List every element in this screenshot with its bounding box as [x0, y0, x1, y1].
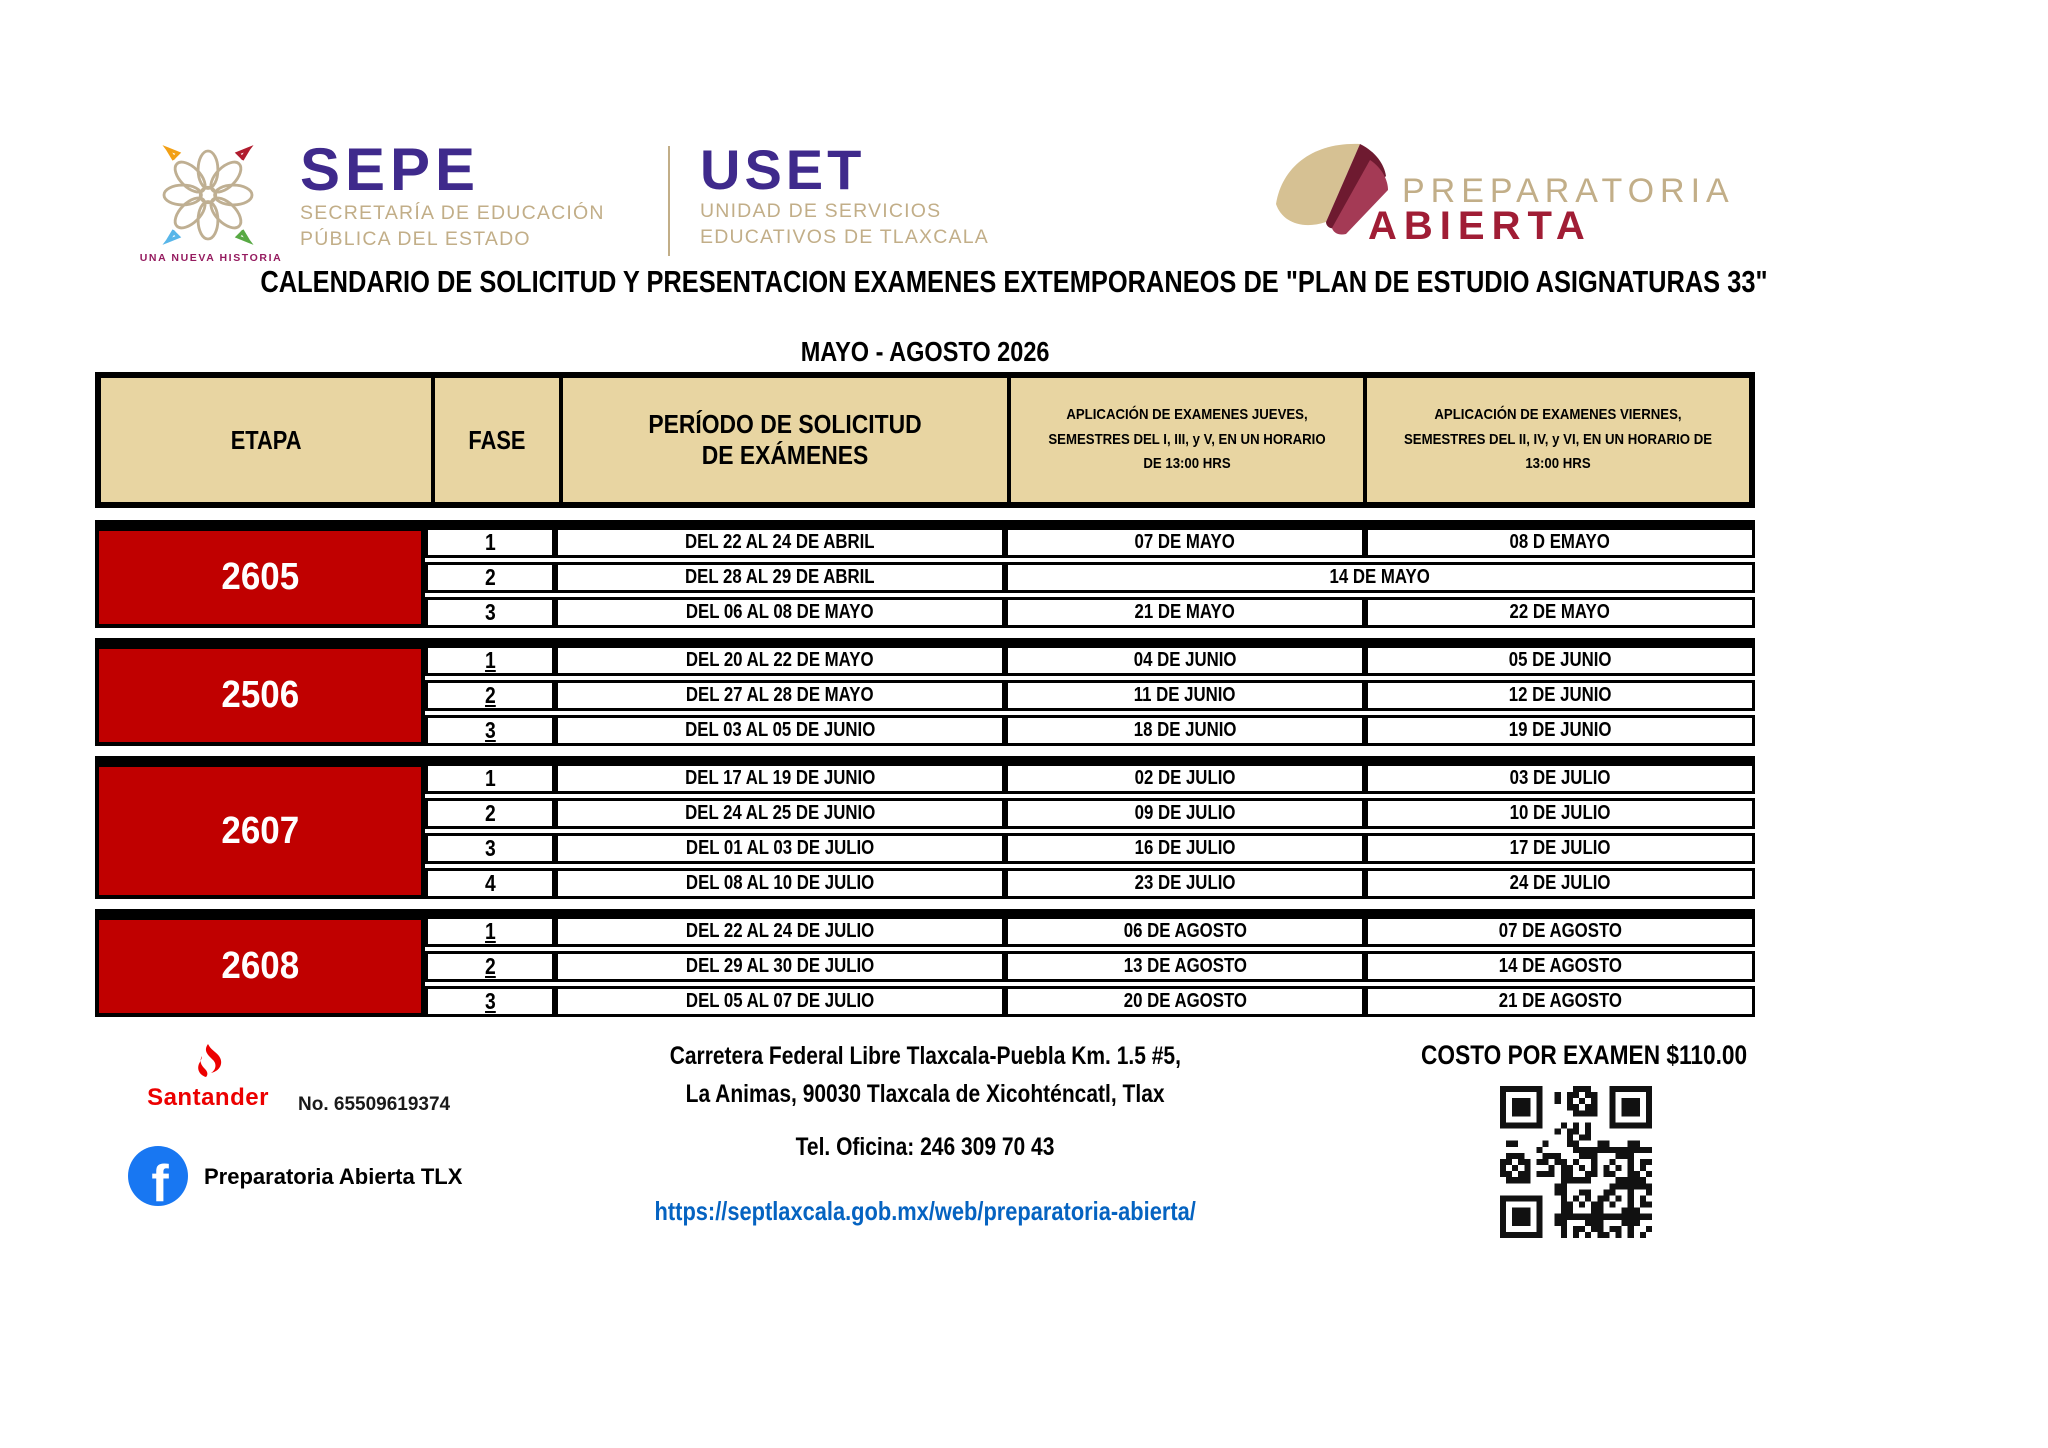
qr-code	[1500, 1086, 1652, 1238]
jueves-date-cell: 23 DE JULIO	[1005, 868, 1365, 899]
sepe-org-line1: SECRETARÍA DE EDUCACIÓN	[300, 202, 605, 224]
periodo-cell: DEL 08 AL 10 DE JULIO	[555, 868, 1005, 899]
merged-date-cell: 14 DE MAYO	[1005, 562, 1755, 593]
viernes-date-cell: 19 DE JUNIO	[1365, 715, 1755, 746]
periodo-cell: DEL 05 AL 07 DE JULIO	[555, 986, 1005, 1017]
col-header-viernes: APLICACIÓN DE EXAMENES VIERNES, SEMESTRES DEL II, IV, y VI, EN UN HORARIO DE 13:00 HRS	[1363, 378, 1749, 502]
address-line2: La Animas, 90030 Tlaxcala de Xicohténcatl, Tlax	[685, 1080, 1165, 1108]
sepe-tagline: UNA NUEVA HISTORIA	[139, 252, 283, 264]
periodo-cell: DEL 22 AL 24 DE JULIO	[555, 916, 1005, 947]
fase-cell: 1	[425, 763, 555, 794]
viernes-date-cell: 21 DE AGOSTO	[1365, 986, 1755, 1017]
fase-cell: 2	[425, 798, 555, 829]
document-subtitle: MAYO - AGOSTO 2026	[800, 336, 1050, 367]
website-link[interactable]: https://septlaxcala.gob.mx/web/preparatoria-abierta/	[654, 1196, 1196, 1226]
uset-wordmark: USET	[700, 138, 866, 201]
periodo-cell: DEL 20 AL 22 DE MAYO	[555, 645, 1005, 676]
fase-cell: 1	[425, 527, 555, 558]
periodo-cell: DEL 03 AL 05 DE JUNIO	[555, 715, 1005, 746]
sepe-logo	[300, 136, 605, 252]
viernes-date-cell: 10 DE JULIO	[1365, 798, 1755, 829]
viernes-date-cell: 05 DE JUNIO	[1365, 645, 1755, 676]
fase-cell: 3	[425, 715, 555, 746]
santander-flame-icon	[185, 1042, 231, 1082]
sepe-flower-icon	[152, 140, 264, 250]
address-block	[420, 1042, 1430, 1227]
table-header	[95, 372, 1755, 508]
viernes-date-cell: 03 DE JULIO	[1365, 763, 1755, 794]
periodo-cell: DEL 29 AL 30 DE JULIO	[555, 951, 1005, 982]
viernes-date-cell: 14 DE AGOSTO	[1365, 951, 1755, 982]
facebook-page-name: Preparatoria Abierta TLX	[204, 1164, 463, 1189]
viernes-date-cell: 08 D EMAYO	[1365, 527, 1755, 558]
etapa-cell: 2605	[95, 527, 425, 628]
santander-account-number: No. 65509619374	[298, 1094, 451, 1115]
santander-logo	[126, 1042, 290, 1112]
document-title: CALENDARIO DE SOLICITUD Y PRESENTACION EXAMENES EXTEMPORANEOS DE "PLAN DE ESTUDIO ASIGNATURAS 33"	[260, 264, 1768, 299]
sepe-org-line2: PÚBLICA DEL ESTADO	[300, 228, 531, 250]
office-phone: Tel. Oficina: 246 309 70 43	[795, 1133, 1055, 1161]
fase-cell: 2	[425, 562, 555, 593]
periodo-cell: DEL 17 AL 19 DE JUNIO	[555, 763, 1005, 794]
preparatoria-wordmark-line1: PREPARATORIA	[1402, 172, 1735, 210]
viernes-date-cell: 12 DE JUNIO	[1365, 680, 1755, 711]
periodo-cell: DEL 28 AL 29 DE ABRIL	[555, 562, 1005, 593]
etapa-cell: 2607	[95, 763, 425, 899]
etapa-cell: 2608	[95, 916, 425, 1017]
fase-cell: 2	[425, 680, 555, 711]
fase-cell: 3	[425, 597, 555, 628]
fase-cell: 2	[425, 951, 555, 982]
table-groups	[95, 520, 1755, 1017]
jueves-date-cell: 21 DE MAYO	[1005, 597, 1365, 628]
jueves-date-cell: 06 DE AGOSTO	[1005, 916, 1365, 947]
periodo-cell: DEL 27 AL 28 DE MAYO	[555, 680, 1005, 711]
preparatoria-wordmark-line2: ABIERTA	[1368, 204, 1592, 248]
facebook-icon: f	[128, 1146, 188, 1206]
col-header-jueves: APLICACIÓN DE EXAMENES JUEVES, SEMESTRES DEL I, III, y V, EN UN HORARIO DE 13:00 HRS	[1007, 378, 1363, 502]
viernes-date-cell: 17 DE JULIO	[1365, 833, 1755, 864]
jueves-date-cell: 20 DE AGOSTO	[1005, 986, 1365, 1017]
fase-cell: 3	[425, 986, 555, 1017]
sepe-wordmark: SEPE	[300, 136, 481, 203]
uset-logo	[700, 138, 990, 250]
col-header-etapa: ETAPA	[230, 424, 302, 455]
etapa-group-2608	[95, 909, 1755, 1017]
address-line1: Carretera Federal Libre Tlaxcala-Puebla Km. 1.5 #5,	[669, 1042, 1181, 1070]
santander-wordmark: Santander	[147, 1084, 269, 1111]
logo-divider	[668, 146, 670, 256]
uset-org-line1: UNIDAD DE SERVICIOS	[700, 200, 942, 222]
etapa-group-2506	[95, 638, 1755, 746]
calendar-table	[95, 372, 1755, 1027]
jueves-date-cell: 16 DE JULIO	[1005, 833, 1365, 864]
jueves-date-cell: 13 DE AGOSTO	[1005, 951, 1365, 982]
periodo-cell: DEL 01 AL 03 DE JULIO	[555, 833, 1005, 864]
fase-cell: 1	[425, 916, 555, 947]
exam-cost: COSTO POR EXAMEN $110.00	[1421, 1040, 1748, 1070]
viernes-date-cell: 22 DE MAYO	[1365, 597, 1755, 628]
fase-cell: 4	[425, 868, 555, 899]
jueves-date-cell: 07 DE MAYO	[1005, 527, 1365, 558]
viernes-date-cell: 07 DE AGOSTO	[1365, 916, 1755, 947]
jueves-date-cell: 11 DE JUNIO	[1005, 680, 1365, 711]
viernes-date-cell: 24 DE JULIO	[1365, 868, 1755, 899]
jueves-date-cell: 02 DE JULIO	[1005, 763, 1365, 794]
etapa-group-2605	[95, 520, 1755, 628]
periodo-cell: DEL 22 AL 24 DE ABRIL	[555, 527, 1005, 558]
jueves-date-cell: 09 DE JULIO	[1005, 798, 1365, 829]
uset-org-line2: EDUCATIVOS DE TLAXCALA	[700, 226, 990, 248]
col-header-periodo: PERÍODO DE SOLICITUD DE EXÁMENES	[559, 378, 1007, 502]
etapa-group-2607	[95, 756, 1755, 899]
etapa-cell: 2506	[95, 645, 425, 746]
col-header-fase: FASE	[431, 378, 559, 502]
periodo-cell: DEL 06 AL 08 DE MAYO	[555, 597, 1005, 628]
jueves-date-cell: 04 DE JUNIO	[1005, 645, 1365, 676]
periodo-cell: DEL 24 AL 25 DE JUNIO	[555, 798, 1005, 829]
fase-cell: 1	[425, 645, 555, 676]
jueves-date-cell: 18 DE JUNIO	[1005, 715, 1365, 746]
fase-cell: 3	[425, 833, 555, 864]
